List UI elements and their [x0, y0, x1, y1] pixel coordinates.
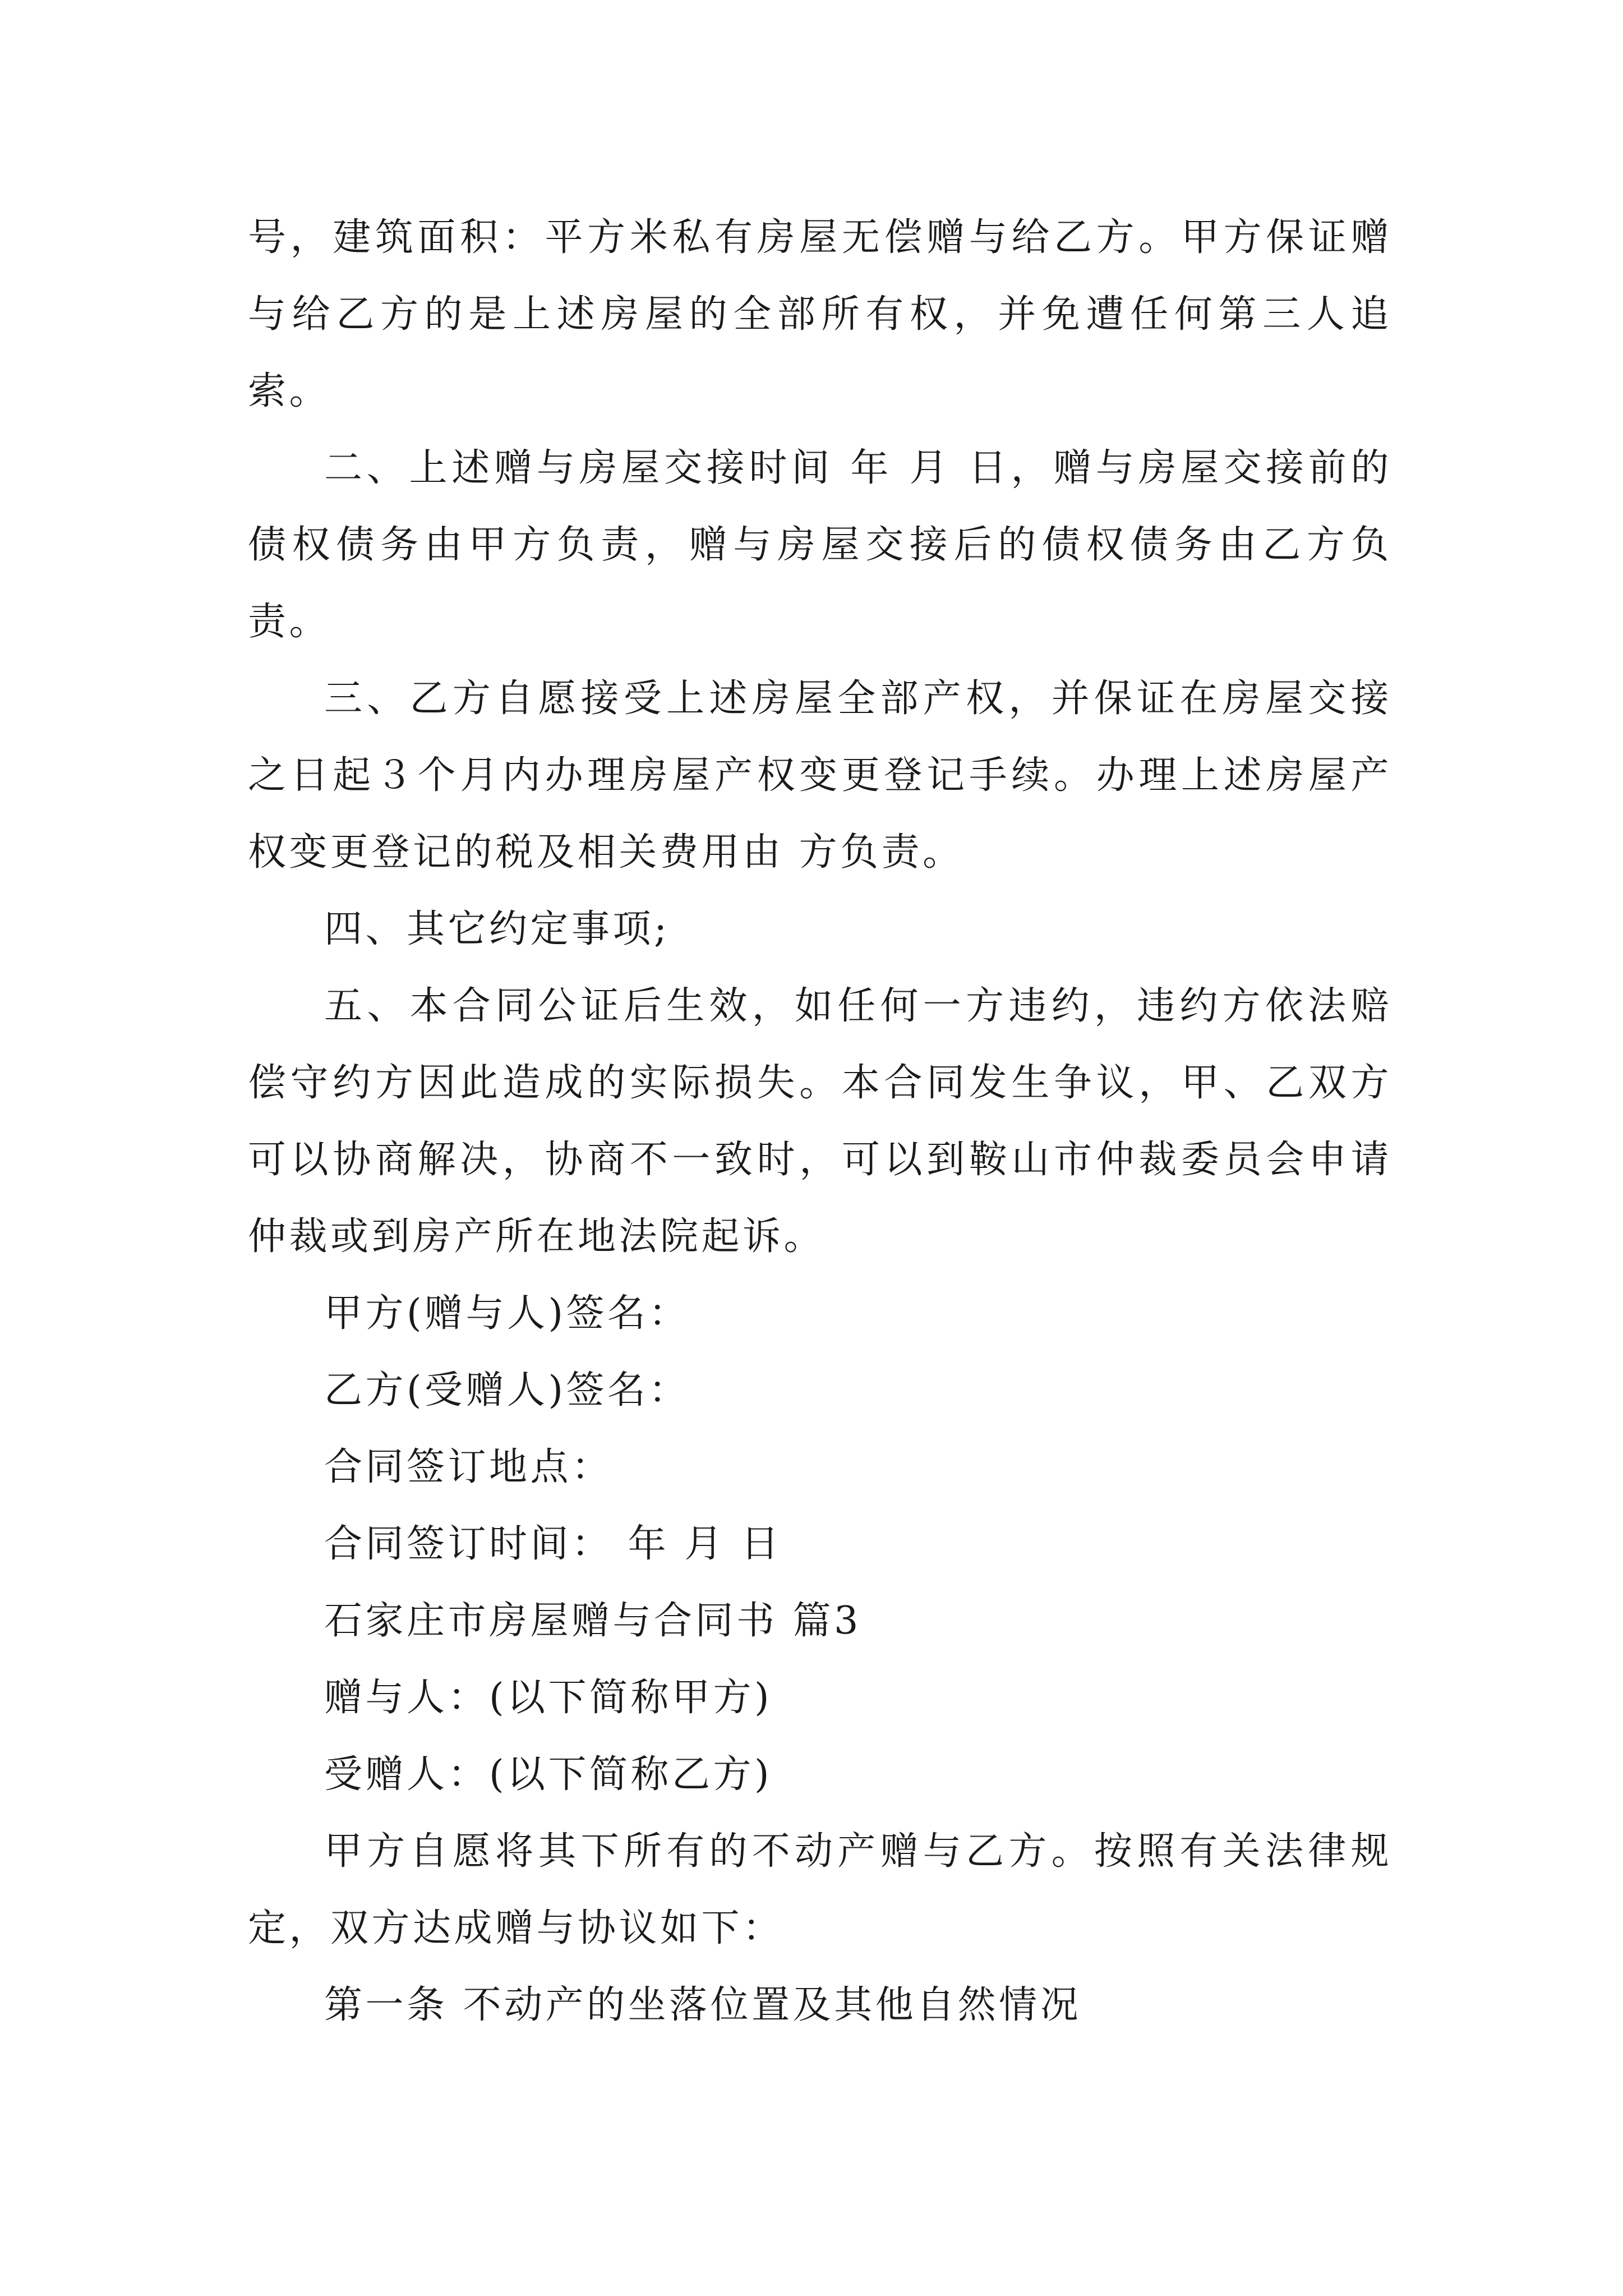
signing-place: 合同签订地点：	[324, 1445, 613, 1489]
paragraph-clause-2-handover: 二、上述赠与房屋交接时间 年 月 日，赠与房屋交接前的债权债务由甲方负责，赠与房屋交接后的债权债务由乙方负责。	[248, 446, 1392, 644]
article-1-heading: 第一条 不动产的坐落位置及其他自然情况	[324, 1983, 1082, 2027]
signing-date: 合同签订时间： 年 月 日	[324, 1522, 782, 1566]
paragraph-gift-scope: 号，建筑面积：平方米私有房屋无偿赠与给乙方。甲方保证赠与给乙方的是上述房屋的全部所有权，并免遭任何第三人追索。	[248, 215, 1392, 413]
section-title: 石家庄市房屋赠与合同书 篇3	[324, 1599, 861, 1643]
paragraph-clause-4-other: 四、其它约定事项;	[324, 907, 670, 951]
signature-party-b: 乙方(受赠人)签名：	[324, 1368, 690, 1412]
paragraph-agreement-intro: 甲方自愿将其下所有的不动产赠与乙方。按照有关法律规定，双方达成赠与协议如下：	[248, 1829, 1392, 1950]
paragraph-clause-5-effect: 五、本合同公证后生效，如任何一方违约，违约方依法赔偿守约方因此造成的实际损失。本合同发生争议，甲、乙双方可以协商解决，协商不一致时，可以到鞍山市仲裁委员会申请仲裁或到房产所在地法院起诉。	[248, 984, 1392, 1259]
donee-line: 受赠人：(以下简称乙方)	[324, 1752, 773, 1797]
donor-line: 赠与人：(以下简称甲方)	[324, 1676, 773, 1720]
document-body	[248, 199, 1392, 2044]
signature-party-a: 甲方(赠与人)签名：	[324, 1291, 690, 1336]
paragraph-clause-3-registration: 三、乙方自愿接受上述房屋全部产权，并保证在房屋交接之日起３个月内办理房屋产权变更登记手续。办理上述房屋产权变更登记的税及相关费用由 方负责。	[248, 677, 1392, 875]
